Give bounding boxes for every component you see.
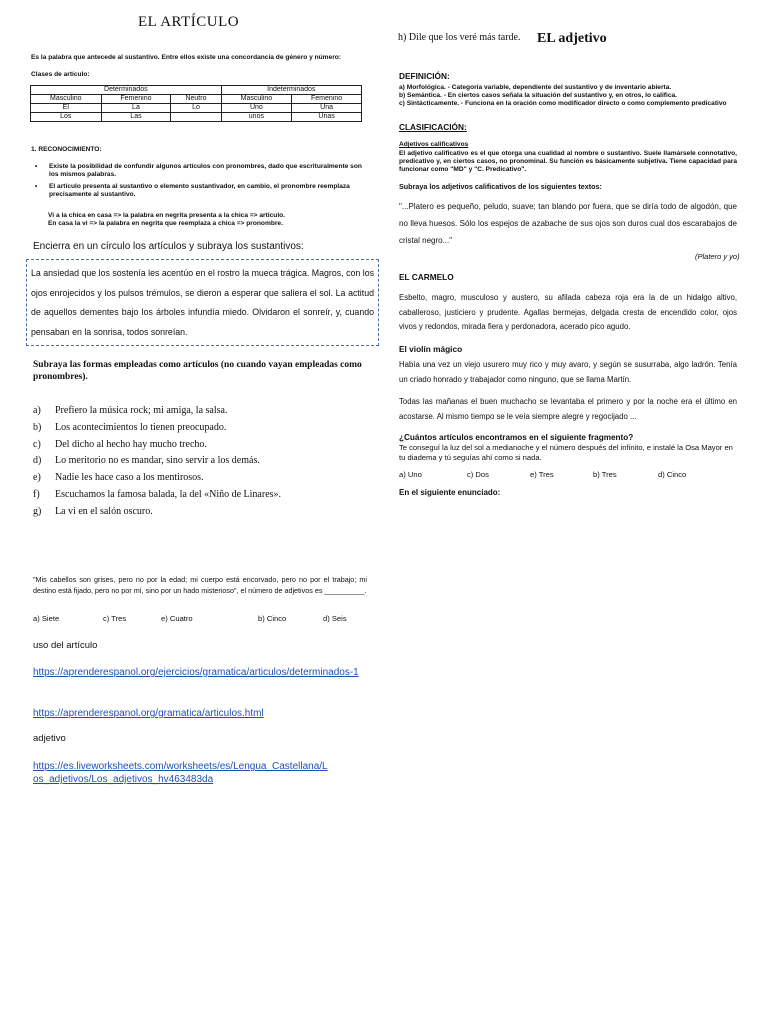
list-item-text: La vi en el salón oscuro. (55, 505, 153, 517)
definition-title: DEFINICIÓN: (399, 71, 450, 81)
examples (48, 212, 368, 228)
violin-title: El violín mágico (399, 344, 463, 354)
list-item-text: Prefiero la música rock; mi amiga, la salsa. (55, 405, 228, 416)
list-item-text: Del dicho al hecho hay mucho trecho. (55, 438, 207, 450)
option: c) Tres (103, 614, 127, 623)
adjectives-quote: "Mis cabellos son grises, pero no por la edad; mi cuerpo está encorvado, pero no por el trabajo; mi destino está fijado, pero no por mí, sino por un hado misterioso", el número de adjetivos es __________. (33, 575, 367, 595)
list-item (33, 403, 367, 420)
table-cell: La (101, 104, 171, 113)
cuantos-text: Te conseguí la luz del sol a medianoche y el número después del infinito, e instalé la Osa Mayor en tu diadema y tú seguías ahí como si nada. (399, 443, 733, 462)
option: a) Uno (399, 470, 422, 479)
subraya-instruction: Subraya los adjetivos calificativos de los siguientes textos: (399, 182, 602, 191)
definition-item: a) Morfológica. - Categoría variable, dependiente del sustantivo y de inventario abierta. (399, 84, 672, 91)
list-item (33, 504, 367, 521)
table-header: Neutro (171, 95, 221, 104)
list-item-text: Nadie les hace caso a los mentirosos. (55, 472, 204, 484)
list-item-text: Lo meritorio no es mandar, sino servir a los demás. (55, 455, 260, 467)
enunciado-label: En el siguiente enunciado: (399, 488, 501, 497)
list-item-text: Los acontecimientos lo tienen preocupado. (55, 421, 227, 433)
carmelo-title: EL CARMELO (399, 272, 454, 282)
violin-paragraph-1: Había una vez un viejo usurero muy rico y muy avaro, y según se susurraba, algo ladrón. Tenía un criado honrado y trabajador como ninguno, que se llama Martín. (399, 360, 737, 384)
table-cell: Los (31, 113, 102, 122)
circle-instruction: Encierra en un círculo los artículos y subraya los sustantivos: (33, 241, 304, 252)
list-marker: g) (33, 505, 42, 517)
table-header: Masculino (31, 95, 102, 104)
articles-table (30, 85, 362, 122)
definition-item: c) Sintácticamente. - Funciona en la oración como modificador directo o como complemento predicativo (399, 100, 727, 107)
example-line: En casa la vi => la palabra en negrita que reemplaza a chica => pronombre. (48, 220, 283, 227)
table-header: Femenino (292, 95, 362, 104)
link-liveworksheets[interactable]: https://es.liveworksheets.com/worksheets/es/Lengua_Castellana/Los_adjetivos/Los_adjetivos_hv463483da (33, 761, 328, 785)
circle-text-box (26, 259, 379, 346)
classes-label: Clases de artículo: (31, 71, 90, 78)
table-group-header: Indeterminados (221, 86, 361, 95)
list-marker: c) (33, 438, 41, 450)
list-marker: b) (33, 421, 42, 433)
platero-source: (Platero y yo) (695, 252, 740, 261)
violin-paragraph-2: Todas las mañanas el buen muchacho se levantaba el primero y por la noche era el último en acostarse. Al mismo tiempo se le veía siempre alegre y regocijado ... (399, 397, 737, 421)
link-articulos[interactable]: https://aprenderespanol.org/gramatica/articulos.html (33, 708, 264, 719)
calificativos-title: Adjetivos calificativos (399, 141, 469, 148)
table-cell: Uno (221, 104, 292, 113)
definition-item: b) Semántica. - En ciertos casos señala la situación del sustantivo y, en otros, lo califica. (399, 92, 678, 99)
option: b) Cinco (258, 614, 287, 623)
platero-text: "...Platero es pequeño, peludo, suave; tan blando por fuera, que se diría todo de algodón, que no lleva huesos. Sólo los espejos de azabache de sus ojos son duros cual dos escarabajos de cristal negro..." (399, 202, 737, 245)
option: e) Tres (530, 470, 554, 479)
link-determinados[interactable]: https://aprenderespanol.org/ejercicios/gramatica/articulos/determinados-1 (33, 667, 359, 678)
quote-options (33, 614, 367, 626)
option: e) Cuatro (161, 614, 193, 623)
table-header: Femenino (101, 95, 171, 104)
cuantos-question: ¿Cuántos artículos encontramos en el siguiente fragmento? (399, 433, 634, 442)
option: b) Tres (593, 470, 617, 479)
exercise-list (33, 403, 367, 521)
table-cell (171, 113, 221, 122)
list-item (33, 470, 367, 487)
option: c) Dos (467, 470, 489, 479)
table-cell: Unas (292, 113, 362, 122)
list-marker: e) (33, 472, 41, 484)
underline-instruction: Subraya las formas empleadas como artículos (no cuando vayan empleadas como pronombres). (33, 360, 362, 382)
adjective-title: EL adjetivo (537, 31, 607, 46)
recognition-bullets (33, 163, 367, 199)
page-title: EL ARTÍCULO (138, 14, 240, 30)
section-title-recognition: 1. RECONOCIMIENTO: (31, 146, 102, 153)
example-line: Vi a la chica en casa => la palabra en negrita presenta a la chica => artículo. (48, 212, 286, 219)
carmelo-text: Esbelto, magro, musculoso y austero, su afilada cabeza roja era la de un hidalgo altivo, caballeroso, justiciero y prudente. Agallas bermejas, delgada cresta de encendido color, ojos vivos y redondos, mirada fiera y perdonadora, acerado pico agudo. (399, 293, 737, 331)
list-marker: f) (33, 488, 40, 500)
table-group-header: Determinados (31, 86, 222, 95)
table-cell: Las (101, 113, 171, 122)
option: d) Cinco (658, 470, 687, 479)
article-definition: Es la palabra que antecede al sustantivo. Entre ellos existe una concordancia de género y número: (31, 54, 342, 61)
list-item (33, 437, 367, 454)
list-marker: a) (33, 405, 41, 416)
bullet-item: • El artículo presenta al sustantivo o elemento sustantivador, en cambio, el pronombre reemplaza precisamente al sustantivo. (33, 183, 367, 199)
adjetivo-label: adjetivo (33, 733, 66, 744)
calificativos-text: El adjetivo calificativo es el que otorga una cualidad al nombre o sustantivo. Suele llamársele connotativo, predicativo y, en ciertos casos, no pronominal. Su función es básicamente subjetiva. Tiene capacidad para funcionar como "MD" y "C. Predicativo". (399, 150, 737, 173)
table-cell: Lo (171, 104, 221, 113)
table-cell: El (31, 104, 102, 113)
list-item-text: Escuchamos la famosa balada, la del «Niño de Linares». (55, 488, 282, 500)
definition-list (399, 84, 737, 108)
item-h: h) Dile que los veré más tarde. (398, 32, 521, 43)
table-cell: unos (221, 113, 292, 122)
classification-title: CLASIFICACIÓN: (399, 122, 467, 132)
list-item (33, 420, 367, 437)
list-marker: d) (33, 455, 42, 467)
table-header: Masculino (221, 95, 292, 104)
bullet-item: • Existe la posibilidad de confundir algunos artículos con pronombres, dado que escrituralmente son los mismos palabras. (33, 163, 367, 179)
table-cell: Una (292, 104, 362, 113)
cuantos-options (399, 470, 737, 482)
option: a) Siete (33, 614, 60, 623)
circle-text: La ansiedad que los sostenía les acentúo en el rostro la mueca trágica. Magros, con los ojos enrojecidos y los pulsos trémulos, se dieron a esperar que saliera el sol. La actitud de aquellos dementes bajo los árboles infundía miedo. Olvidaron el sonreír, y, cuando pensaban en la sonrisa, todos sonreían. (31, 268, 374, 337)
option: d) Seis (323, 614, 347, 623)
uso-label: uso del artículo (33, 640, 98, 651)
list-item (33, 487, 367, 504)
list-item (33, 453, 367, 470)
